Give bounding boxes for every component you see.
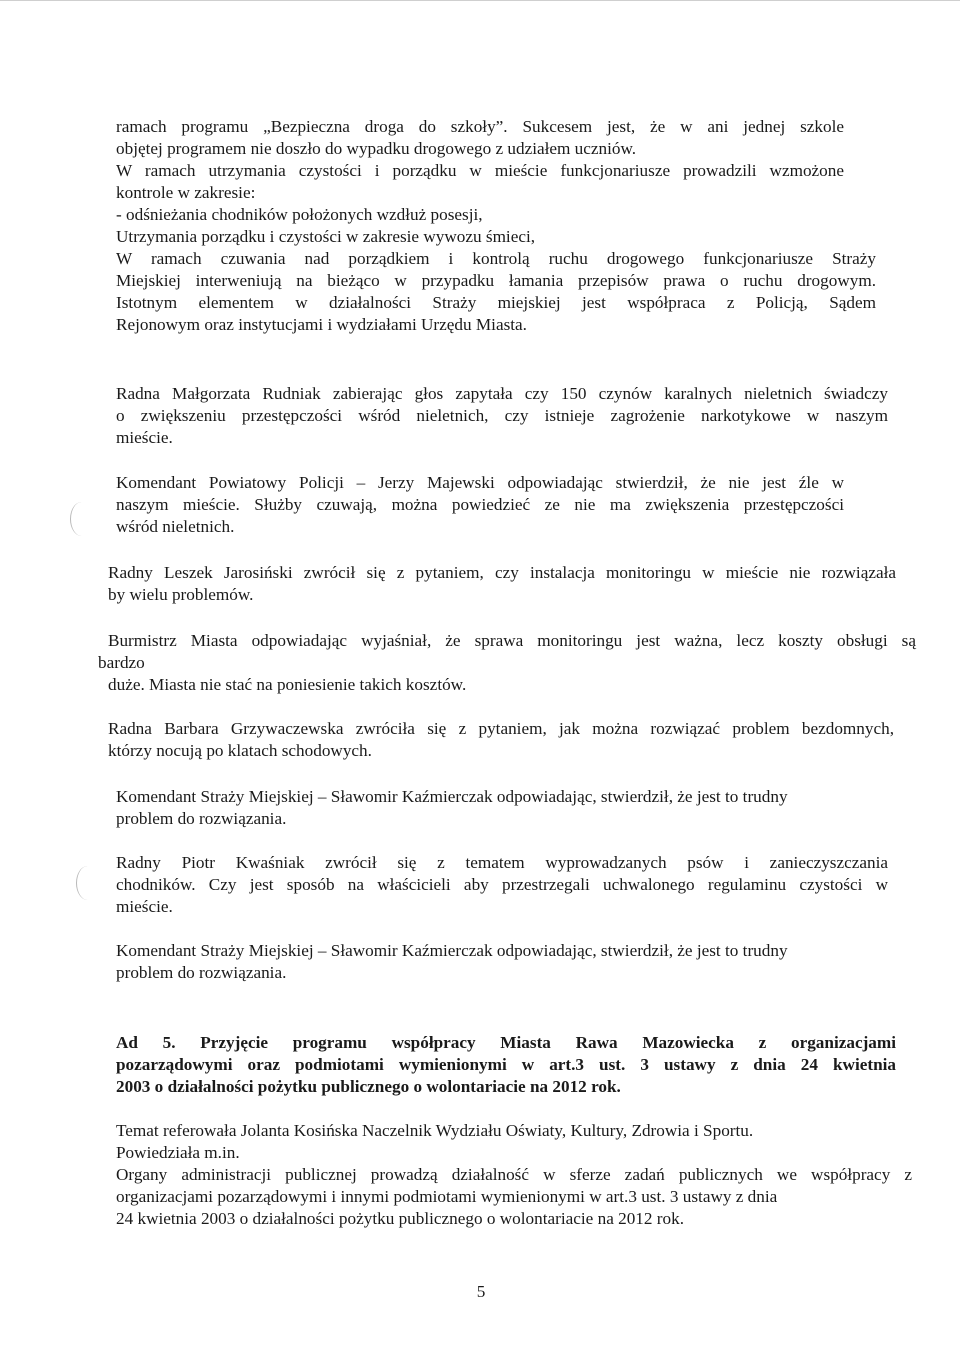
text-line: Komendant Straży Miejskiej – Sławomir Kaźmierczak odpowiadając, stwierdził, że jest to trudny <box>116 941 788 960</box>
text-line: objętej programem nie doszło do wypadku drogowego z udziałem uczniów. <box>116 139 637 158</box>
text-line: którzy nocują po klatach schodowych. <box>108 741 372 760</box>
text-line: duże. Miasta nie stać na poniesienie takich kosztów. <box>108 675 467 694</box>
text-line: problem do rozwiązania. <box>116 809 287 828</box>
text-line: Utrzymania porządku i czystości w zakresie wywozu śmieci, <box>116 227 536 246</box>
text-line: mieście. <box>116 897 173 916</box>
text-line: mieście. <box>116 428 173 447</box>
agenda-item-heading: pozarządowymi oraz podmiotami wymienionymi w art.3 ust. 3 ustawy z dnia 24 kwietnia <box>116 1055 896 1074</box>
page-number: 5 <box>476 1282 486 1301</box>
agenda-item-heading: Ad 5. Przyjęcie programu współpracy Miasta Rawa Mazowiecka z organizacjami <box>116 1033 896 1052</box>
punch-hole-mark <box>70 502 93 536</box>
text-line: Organy administracji publicznej prowadzą działalność w sferze zadań publicznych we współpracy z <box>116 1165 912 1184</box>
text-line: o zwiększeniu przestępczości wśród nieletnich, czy istnieje zagrożenie narkotykowe w naszym <box>116 406 888 425</box>
text-line: W ramach utrzymania czystości i porządku w mieście funkcjonariusze prowadzili wzmożone <box>116 161 844 180</box>
text-line: ramach programu „Bezpieczna droga do szkoły”. Sukcesem jest, że w ani jednej szkole <box>116 117 844 136</box>
text-line: kontrole w zakresie: <box>116 183 256 202</box>
text-line: organizacjami pozarządowymi i innymi podmiotami wymienionymi w art.3 ust. 3 ustawy z dnia <box>116 1187 778 1206</box>
text-line: bardzo <box>98 653 145 672</box>
agenda-item-heading: 2003 o działalności pożytku publicznego o wolontariacie na 2012 rok. <box>116 1077 621 1096</box>
text-line: Powiedziała m.in. <box>116 1143 240 1162</box>
text-line: wśród nieletnich. <box>116 517 235 536</box>
text-line: Temat referowała Jolanta Kosińska Naczelnik Wydziału Oświaty, Kultury, Zdrowia i Sportu. <box>116 1121 754 1140</box>
scan-edge-line <box>0 0 960 1</box>
text-line: Radny Piotr Kwaśniak zwrócił się z tematem wyprowadzanych psów i zanieczyszczania <box>116 853 888 872</box>
text-line: Radna Barbara Grzywaczewska zwróciła się z pytaniem, jak można rozwiązać problem bezdomnych, <box>108 719 894 738</box>
text-line: Komendant Straży Miejskiej – Sławomir Kaźmierczak odpowiadając, stwierdził, że jest to trudny <box>116 787 788 806</box>
text-line: - odśnieżania chodników położonych wzdłuż posesji, <box>116 205 483 224</box>
text-line: Burmistrz Miasta odpowiadając wyjaśniał, że sprawa monitoringu jest ważna, lecz koszty obsługi są <box>108 631 916 650</box>
text-line: by wielu problemów. <box>108 585 254 604</box>
text-line: Radna Małgorzata Rudniak zabierając głos zapytała czy 150 czynów karalnych nieletnich świadczy <box>116 384 888 403</box>
text-line: Istotnym elementem w działalności Straży miejskiej jest współpraca z Policją, Sądem <box>116 293 876 312</box>
text-line: chodników. Czy jest sposób na właścicieli aby przestrzegali uchwalonego regulaminu czystości w <box>116 875 888 894</box>
text-line: naszym mieście. Służby czuwają, można powiedzieć ze nie ma zwiększenia przestępczości <box>116 495 844 514</box>
text-line: Rejonowym oraz instytucjami i wydziałami Urzędu Miasta. <box>116 315 527 334</box>
text-line: Miejskiej interweniują na bieżąco w przypadku łamania przepisów prawa o ruchu drogowym. <box>116 271 876 290</box>
text-line: 24 kwietnia 2003 o działalności pożytku publicznego o wolontariacie na 2012 rok. <box>116 1209 684 1228</box>
text-line: W ramach czuwania nad porządkiem i kontrolą ruchu drogowego funkcjonariusze Straży <box>116 249 876 268</box>
text-line: Komendant Powiatowy Policji – Jerzy Majewski odpowiadając stwierdził, że nie jest źle w <box>116 473 844 492</box>
text-line: Radny Leszek Jarosiński zwrócił się z pytaniem, czy instalacja monitoringu w mieście nie rozwiązała <box>108 563 896 582</box>
text-line: problem do rozwiązania. <box>116 963 287 982</box>
punch-hole-mark <box>76 866 99 900</box>
